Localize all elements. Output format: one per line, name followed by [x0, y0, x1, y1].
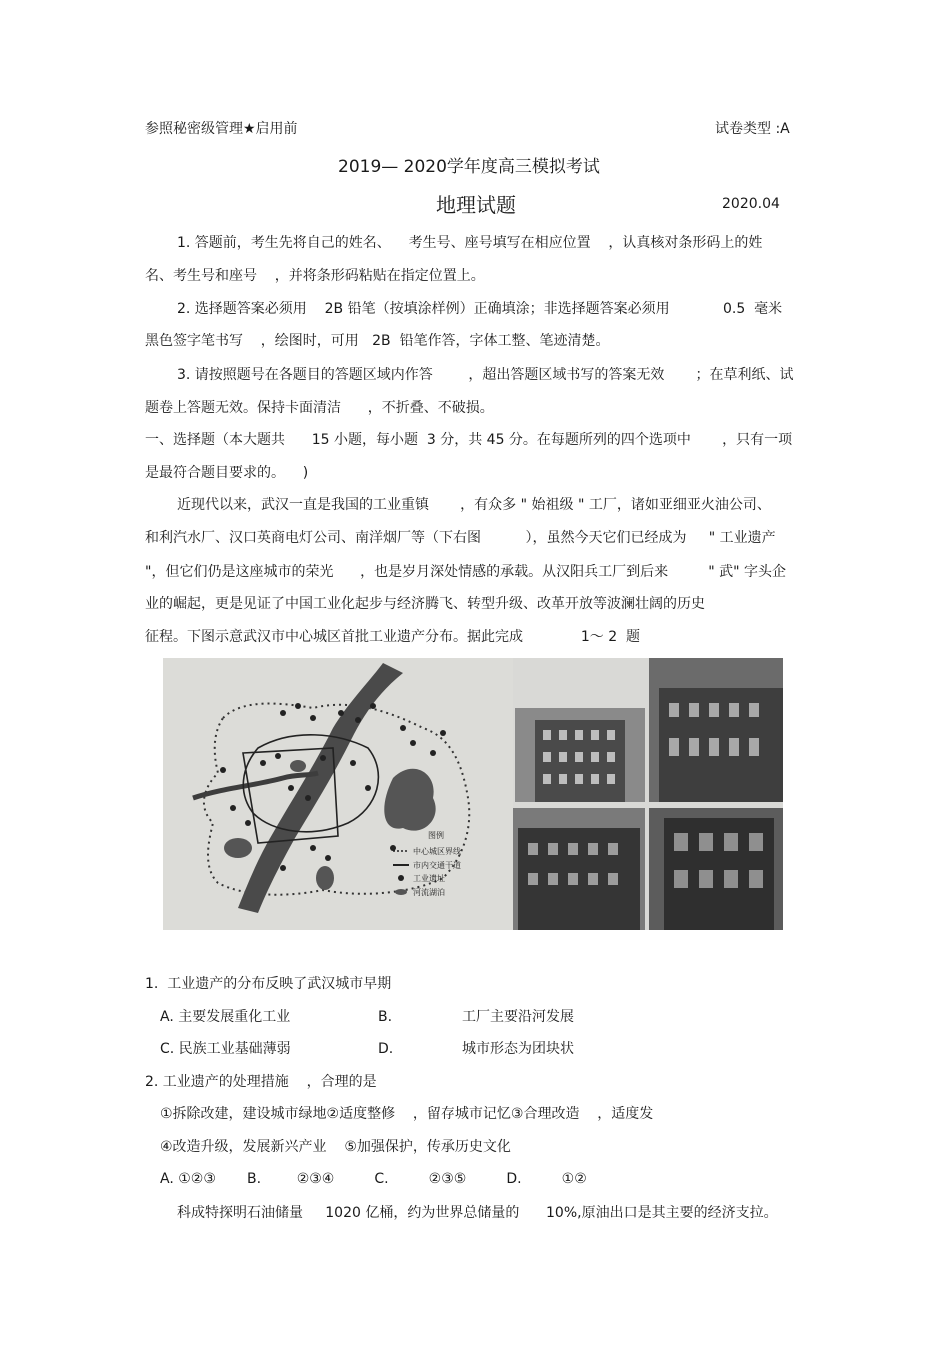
heritage-distribution-map: [163, 658, 513, 930]
next-passage-line: 科成特探明石油储量 1020 亿桶，约为世界总储量的 10%,原油出口是其主要的经济支拉。: [177, 1205, 778, 1221]
q2-choices: A. ①②③ B. ②③④ C. ②③⑤ D. ①②: [160, 1171, 587, 1187]
heritage-photo-3: [513, 808, 645, 930]
exam-date: 2020.04: [722, 196, 780, 212]
instruction-2-line-1: 2. 选择题答案必须用 2B 铅笔（按填涂样例）正确填涂；非选择题答案必须用 0.5 毫米: [177, 301, 783, 317]
wuhan-industrial-heritage-figure: [163, 658, 783, 930]
q1-option-a: A. 主要发展重化工业: [160, 1009, 291, 1025]
q2-measures-line-1: ①拆除改建，建设城市绿地②适度整修 ，留存城市记忆③合理改造 ，适度发: [160, 1106, 654, 1122]
passage-line-5: 征程。下图示意武汉市中心城区首批工业遗产分布。据此完成 1～ 2 题: [145, 629, 641, 645]
q1-option-d-text: 城市形态为团块状: [462, 1041, 574, 1057]
legend-heritage-site: 工业遗址: [413, 874, 445, 883]
heritage-photo-2: [649, 658, 783, 802]
section-heading-line-1: 一、选择题（本大题共 15 小题，每小题 3 分，共 45 分。在每题所列的四个选项中 ，只有一项: [145, 432, 793, 448]
exam-title: 2019— 2020学年度高三模拟考试: [338, 157, 600, 177]
heritage-photo-4: [649, 808, 783, 930]
q1-option-b-label: B.: [378, 1009, 393, 1025]
lake: [290, 760, 306, 772]
legend-water: 河流湖泊: [413, 888, 445, 897]
instruction-3-line-1: 3. 请按照题号在各题目的答题区域内作答 ，超出答题区域书写的答案无效 ；在草利纸、试: [177, 367, 794, 383]
legend-traffic-road: 市内交通干道: [413, 861, 461, 870]
q1-option-c: C. 民族工业基础薄弱: [160, 1041, 291, 1057]
heritage-photo-1: [515, 708, 645, 802]
confidential-label: 参照秘密级管理★启用前: [145, 121, 298, 137]
instruction-2-line-2: 黑色签字笔书写 ，绘图时，可用 2B 铅笔作答，字体工整、笔迹清楚。: [145, 333, 610, 349]
passage-line-2: 和利汽水厂、汉口英商电灯公司、南洋烟厂等（下右图 ），虽然今天它们已经成为 " 工业遗产: [145, 530, 776, 546]
legend-central-boundary: 中心城区界线: [413, 847, 461, 856]
legend-title: 图例: [428, 831, 444, 840]
paper-type-label: 试卷类型 :A: [715, 121, 790, 137]
instruction-1-line-1: 1. 答题前，考生先将自己的姓名、 考生号、座号填写在相应位置 ，认真核对条形码上的姓: [177, 235, 763, 251]
q1-option-d-label: D.: [378, 1041, 394, 1057]
passage-line-1: 近现代以来，武汉一直是我国的工业重镇 ，有众多 " 始祖级 " 工厂，诸如亚细亚火油公司、: [177, 497, 771, 513]
section-heading-line-2: 是最符合题目要求的。 ): [145, 465, 309, 481]
passage-line-3: "，但它们仍是这座城市的荣光 ，也是岁月深处情感的承载。从汉阳兵工厂到后来 " 武" 字头企: [145, 564, 786, 580]
question-1-stem: 1. 工业遗产的分布反映了武汉城市早期: [145, 976, 392, 992]
instruction-3-line-2: 题卷上答题无效。保持卡面清洁 ，不折叠、不破损。: [145, 400, 494, 416]
q2-measures-line-2: ④改造升级，发展新兴产业 ⑤加强保护，传承历史文化: [160, 1139, 511, 1155]
question-2-stem: 2. 工业遗产的处理措施 ，合理的是: [145, 1074, 377, 1090]
q1-option-b-text: 工厂主要沿河发展: [462, 1009, 574, 1025]
lake: [316, 866, 334, 890]
subject-title: 地理试题: [436, 193, 516, 217]
lake: [224, 838, 252, 858]
instruction-1-line-2: 名、考生号和座号 ，并将条形码粘贴在指定位置上。: [145, 268, 485, 284]
passage-line-4: 业的崛起，更是见证了中国工业化起步与经济腾飞、转型升级、改革开放等波澜壮阔的历史: [145, 596, 705, 612]
